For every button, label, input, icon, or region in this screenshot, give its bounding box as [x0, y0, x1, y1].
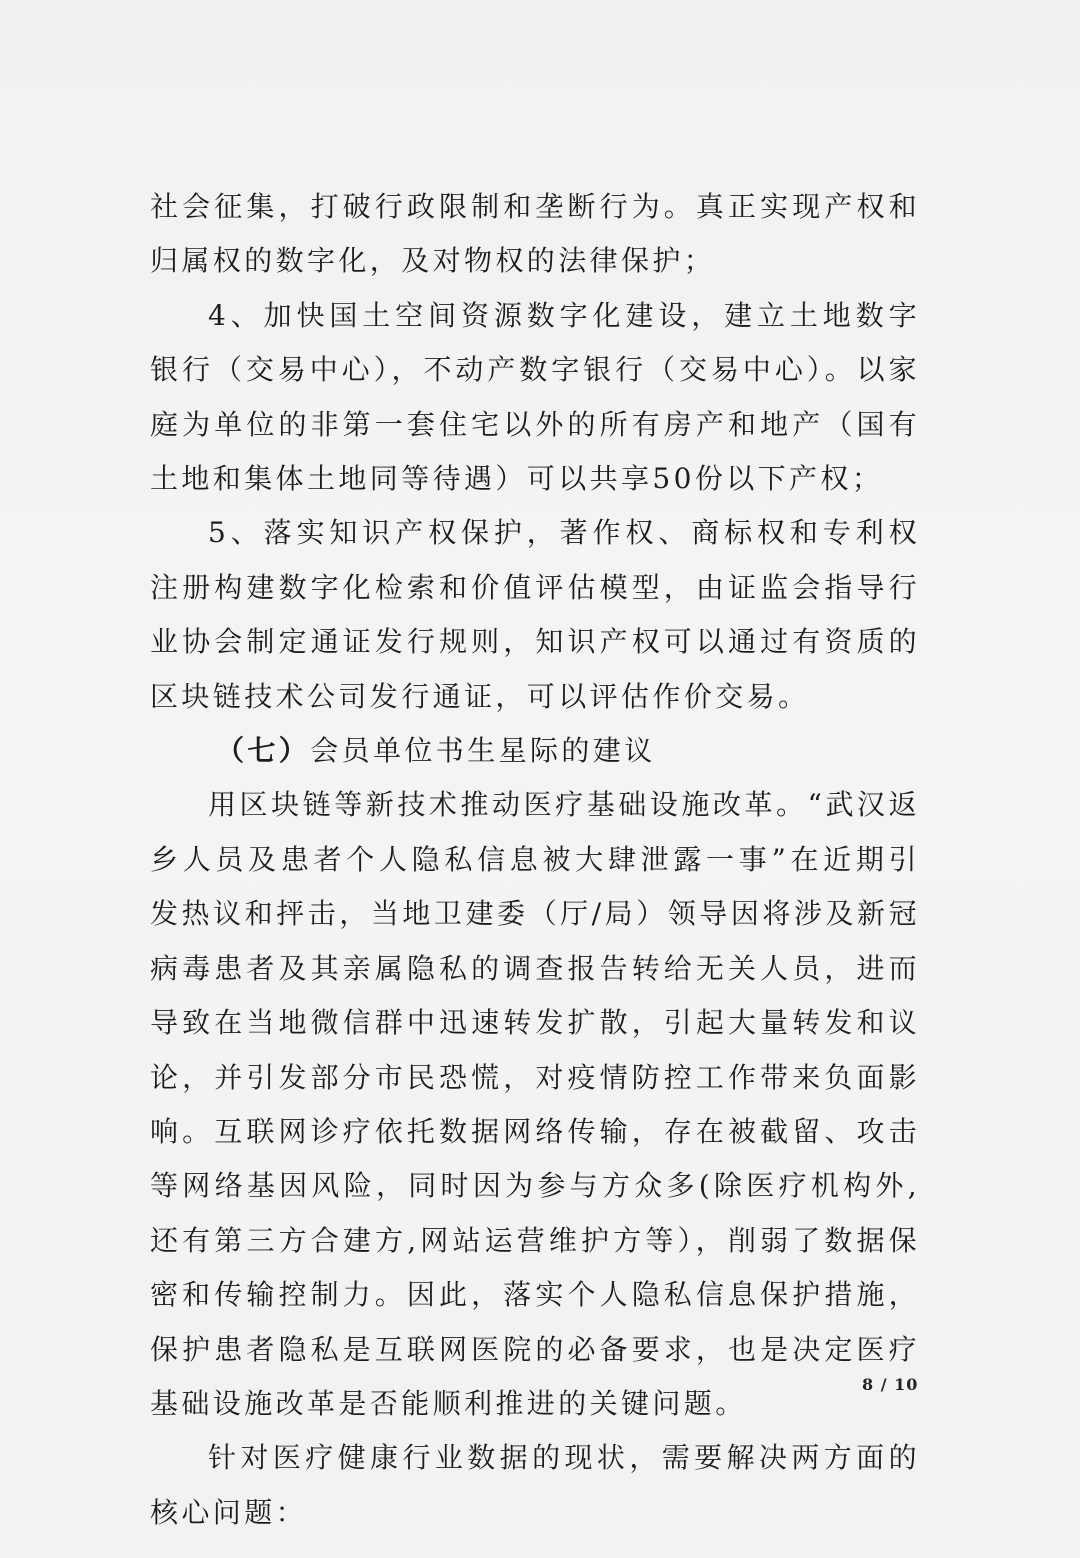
paragraph-section-body: 用区块链等新技术推动医疗基础设施改革。“武汉返乡人员及患者个人隐私信息被大肆泄露一事”在近期引发热议和抨击，当地卫建委（厅/局）领导因将涉及新冠病毒患者及其亲属隐私的调查报告转给无关人员，进而导致在当地微信群中迅速转发扩散，引起大量转发和议论，并引发部分市民恐慌，对疫情防控工作带来负面影响。互联网诊疗依托数据网络传输，存在被截留、攻击等网络基因风险，同时因为参与方众多(除医疗机构外,还有第三方合建方,网站运营维护方等），削弱了数据保密和传输控制力。因此，落实个人隐私信息保护措施，保护患者隐私是互联网医院的必备要求，也是决定医疗基础设施改革是否能顺利推进的关键问题。 — [150, 788, 920, 1420]
page-number: 8 / 10 — [862, 1375, 919, 1394]
section-heading-mark: （七） — [216, 734, 311, 768]
document-body — [150, 180, 920, 1540]
paragraph-section-closing: 针对医疗健康行业数据的现状，需要解决两方面的核心问题： — [150, 1441, 920, 1529]
paragraph-item-4: 4、加快国土空间资源数字化建设，建立土地数字银行（交易中心），不动产数字银行（交易中心）。以家庭为单位的非第一套住宅以外的所有房产和地产（国有土地和集体土地同等待遇）可以共享50份以下产权； — [150, 298, 920, 496]
paragraph-item-5: 5、落实知识产权保护，著作权、商标权和专利权注册构建数字化检索和价值评估模型，由证监会指导行业协会制定通证发行规则，知识产权可以通过有资质的区块链技术公司发行通证，可以评估作价交易。 — [150, 516, 920, 713]
section-heading — [150, 724, 920, 778]
section-heading-title: 会员单位书生星际的建议 — [310, 734, 656, 768]
paragraph-continuation: 社会征集，打破行政限制和垄断行为。真正实现产权和归属权的数字化，及对物权的法律保护； — [150, 190, 920, 278]
